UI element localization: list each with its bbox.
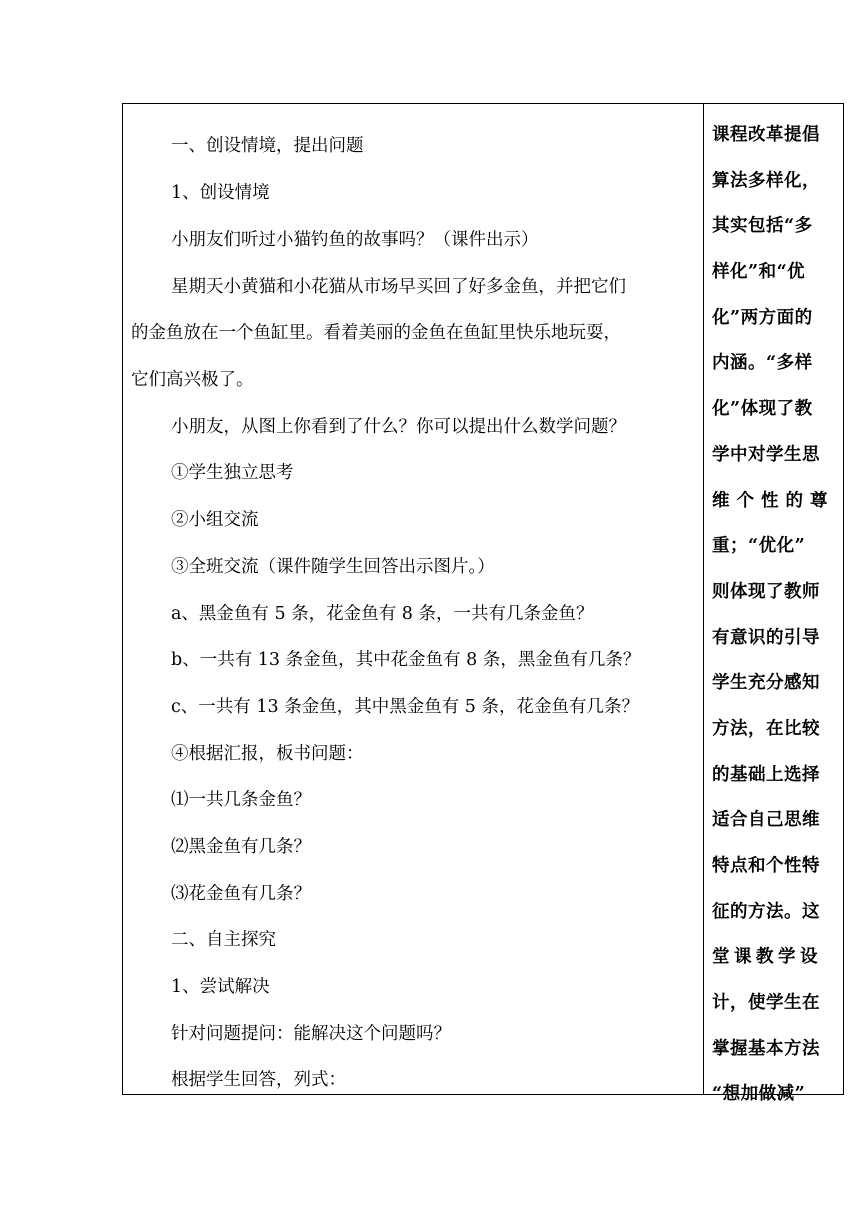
rationale-line: 学中对学生思 <box>712 444 820 465</box>
rationale-line: 则体现了教师 <box>712 581 820 602</box>
list-item: ②小组交流 <box>171 510 259 530</box>
rationale-line: 维个性的尊 <box>712 490 835 511</box>
rationale-line: 课程改革提倡 <box>712 125 820 145</box>
question-item: ⑶花金鱼有几条？ <box>171 884 311 904</box>
rationale-line: 学生充分感知 <box>712 673 820 694</box>
list-item: ③全班交流（课件随学生回答出示图片。） <box>171 557 495 577</box>
paragraph-line: 根据学生回答，列式： <box>171 1070 346 1090</box>
design-rationale-cell <box>704 104 843 1105</box>
paragraph-line: 它们高兴极了。 <box>131 370 254 390</box>
question-item: ⑴一共几条金鱼？ <box>171 790 311 810</box>
paragraph-line: 小朋友们听过小猫钓鱼的故事吗？（课件出示） <box>171 230 539 250</box>
subsection-heading: 1、尝试解决 <box>171 977 270 997</box>
paragraph-line: 小朋友，从图上你看到了什么？你可以提出什么数学问题？ <box>171 417 626 437</box>
subsection-heading: 1、创设情境 <box>171 183 270 203</box>
list-item: ①学生独立思考 <box>171 463 294 483</box>
question-item: a、黑金鱼有 5 条，花金鱼有 8 条，一共有几条金鱼？ <box>171 604 594 624</box>
rationale-line: 特点和个性特 <box>712 856 820 876</box>
question-item: ⑵黑金鱼有几条？ <box>171 837 311 857</box>
lesson-plan-table <box>122 103 844 1105</box>
paragraph-line: 星期天小黄猫和小花猫从市场早买回了好多金鱼，并把它们 <box>171 277 626 297</box>
rationale-line: 有意识的引导 <box>712 627 820 648</box>
rationale-line: 内涵。“多样 <box>712 353 813 374</box>
lesson-content-cell <box>123 104 703 1094</box>
rationale-line: 计，使学生在 <box>712 993 820 1014</box>
rationale-line: 算法多样化， <box>712 170 820 191</box>
rationale-line: 堂课教学设 <box>712 947 822 968</box>
rationale-line: 其实包括“多 <box>712 216 813 237</box>
section-heading: 二、自主探究 <box>171 930 276 950</box>
question-item: c、一共有 13 条金鱼，其中黑金鱼有 5 条，花金鱼有几条？ <box>171 697 639 717</box>
paragraph-line: 针对问题提问：能解决这个问题吗？ <box>171 1024 451 1044</box>
rationale-line: 的基础上选择 <box>712 764 820 785</box>
section-heading: 一、创设情境，提出问题 <box>171 136 364 156</box>
rationale-line: 重；“优化” <box>712 536 806 557</box>
rationale-line: 化”两方面的 <box>712 307 813 328</box>
rationale-line: 掌握基本方法 <box>712 1038 820 1059</box>
list-item: ④根据汇报，板书问题： <box>171 744 364 764</box>
rationale-line: 样化”和“优 <box>712 262 806 283</box>
rationale-line: “想加做减” <box>712 1084 806 1105</box>
rationale-line: 方法，在比较 <box>712 718 820 739</box>
rationale-line: 适合自己思维 <box>712 810 820 831</box>
rationale-line: 化”体现了教 <box>712 399 813 420</box>
rationale-line: 征的方法。这 <box>712 901 820 922</box>
question-item: b、一共有 13 条金鱼，其中花金鱼有 8 条，黑金鱼有几条？ <box>171 650 641 670</box>
paragraph-line: 的金鱼放在一个鱼缸里。看着美丽的金鱼在鱼缸里快乐地玩耍， <box>131 323 621 343</box>
